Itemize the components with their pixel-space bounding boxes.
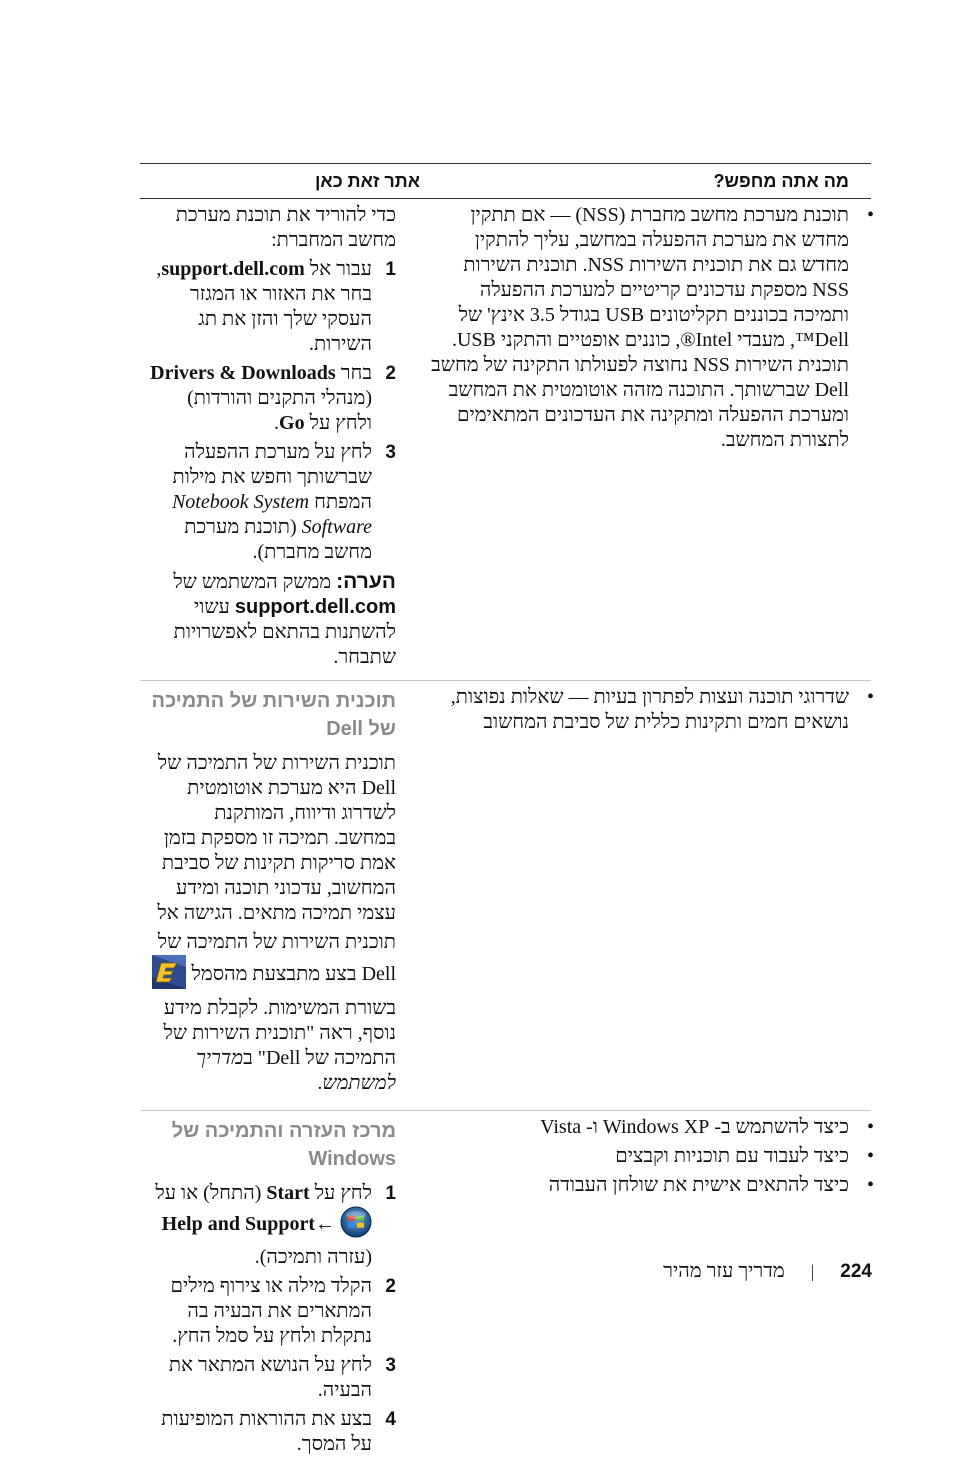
help-support-label: Help and Support [161,1213,315,1236]
row3-details [140,1111,430,1471]
step-2: 2 בחר Drivers & Downloads (מנהלי התקנים והורדות) ולחץ על Go. [150,362,396,434]
list-item: • כיצד להתאים אישית את שולחן העבודה [548,1174,874,1196]
dell-support-text-2: תוכנית השירות של התמיכה של Dell בצע מתבצעת מהסמל בשורת המשימות. לקבלת מידע נוסף, ראה "תוכנית השירות של התמיכה של Dell" במדריך למשתמש. [148,930,396,1096]
table-row [140,199,874,681]
row1-topic [430,199,874,680]
footer-separator: | [810,1261,815,1281]
page-number: 224 [840,1260,872,1282]
bullet-icon: • [866,204,874,226]
bullet-icon: • [866,686,874,708]
keyword-label: Notebook System Software [171,491,372,538]
dell-support-icon [152,955,186,996]
list-item: • שדרוגי תוכנה ועצות לפתרון בעיות — שאלות נפוצות, נושאים חמים ותקינות כללית של סביבת המחשוב [450,686,874,733]
row2-details [140,681,430,1110]
table-row [140,681,874,1111]
go-label: Go [279,412,305,434]
step-3: 3 לחץ על הנושא המתאר את הבעיה. [168,1354,396,1401]
step-1: 1 עבור אל support.dell.com, בחר את האזור או המגזר העסקי שלך והזן את תג השירות. [156,258,396,355]
header-what-looking-for: מה אתה מחפש? [713,170,849,191]
header-find-it-here: אתר זאת כאן [314,170,420,191]
page-footer [663,1260,872,1283]
bullet-icon: • [866,1116,874,1138]
bullet-icon: • [866,1174,874,1196]
step-1: 1 לחץ על Start (התחל) או על ←Help and Support (עזרה ותמיכה). [155,1182,396,1268]
section-title-windows-help: מרכז העזרה והתמיכה של Windows [171,1120,396,1170]
note-label: הערה: [336,570,396,593]
row2-topic [430,681,874,1110]
table-row [140,1111,874,1471]
support-link-note[interactable]: support.dell.com [234,596,396,618]
dell-support-text: תוכנית השירות של התמיכה של Dell היא מערכת אוטומטית לשדרוג ודיווח, המותקנת במחשב. תמיכה זו מספקת בזמן אמת סריקות תקינות של סביבת המחשוב, עדכוני תוכנה ומידע עצמי תמיכה מתאים. הגישה אל [157,752,396,924]
step-2: 2 הקלד מילה או צירוף מילים המתארים את הבעיה בה נתקלת ולחץ על סמל החץ. [170,1275,396,1347]
arrow-icon: ← [315,1213,335,1236]
list-item: • תוכנת מערכת מחשב מחברת (NSS) — אם תתקין מחדש את מערכת ההפעלה במחשב, עליך להתקין מחדש גם את תוכנית השירות NSS. תוכנית השירות NSS מספקת עדכונים קריטיים למערכת ההפעלה ותמיכה בכוננים תקליטונים USB בגודל 3.5 אינץ' של Dell™, מעבדי Intel®, כוננים אופטיים והתקני USB. תוכנית השירות NSS נחוצה לפעולתו התקינה של מחשב Dell שברשותך. התוכנה מזהה אוטומטית את המחשב ומערכת ההפעלה ומתקינה את העדכונים המתאימים לתצורת המחשב. [431,204,874,451]
footer-title: מדריך עזר מהיר [663,1260,785,1282]
start-label: Start [266,1182,310,1204]
note: הערה: ממשק המשתמש של support.dell.com עשוי להשתנות בהתאם לאפשרויות שתבחר. [173,570,396,668]
section-title-dell-support: תוכנית השירות של התמיכה של Dell [151,690,396,740]
table-header [140,164,871,199]
row1-details [140,199,430,680]
list-item: • כיצד להשתמש ב- Windows XP ו- Vista [540,1116,874,1138]
list-item: • כיצד לעבוד עם תוכניות וקבצים [615,1145,874,1167]
bullet-icon: • [866,1145,874,1167]
drivers-downloads-label: Drivers & Downloads [150,362,336,384]
support-link[interactable]: support.dell.com [161,258,305,280]
step-4: 4 בצע את ההוראות המופיעות על המסך. [161,1408,396,1455]
windows-start-icon [340,1206,372,1245]
intro-text: כדי להוריד את תוכנת מערכת מחשב המחברת: [175,204,396,251]
row3-topic [430,1111,874,1471]
step-3: 3 לחץ על מערכת ההפעלה שברשותך וחפש את מילות המפתח Notebook System Software (תוכנת מערכת מחשב מחברת). [171,441,396,563]
